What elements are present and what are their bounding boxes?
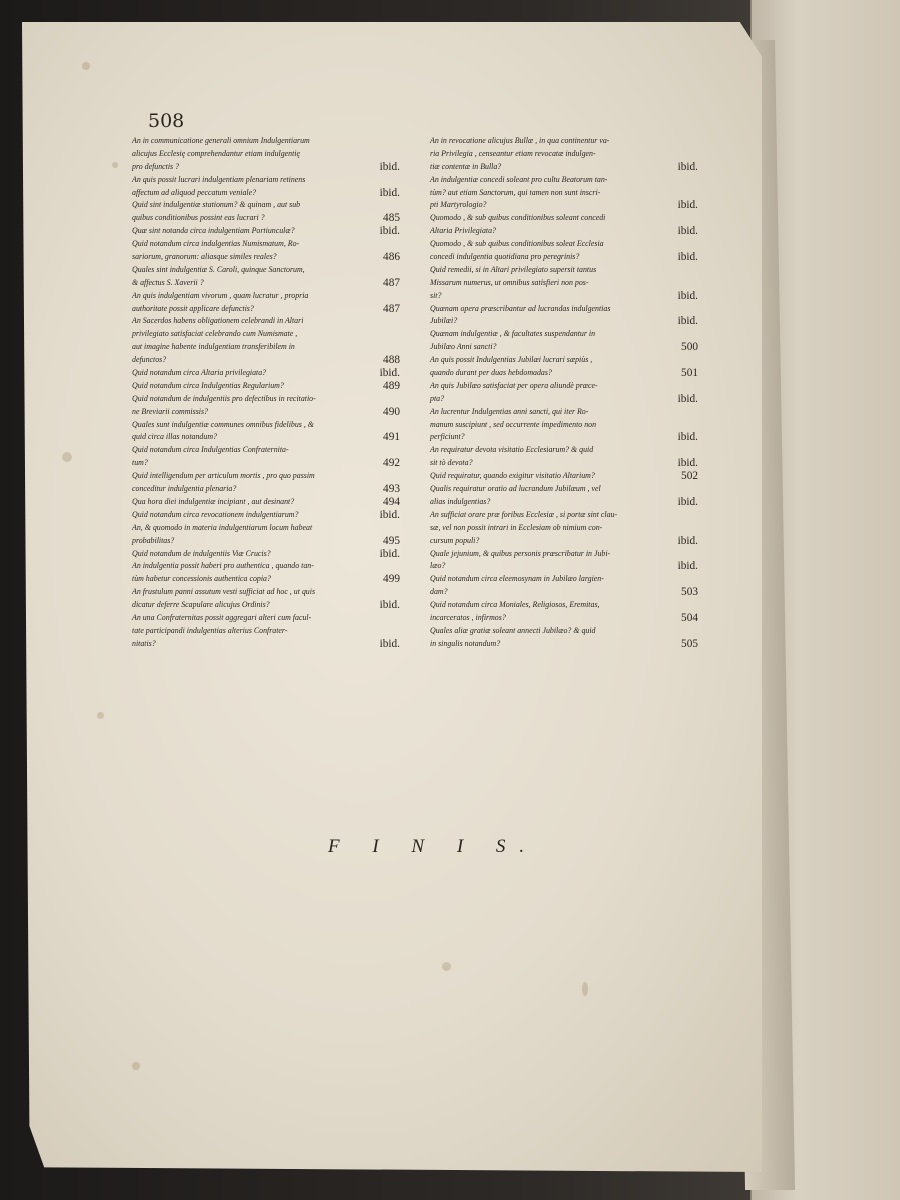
entry-text-line: Quid intelligendum per articulum mortis , pro quo passim (132, 471, 315, 481)
entry-text-line: quid circa illas notandum? (132, 432, 217, 442)
index-entry: Quid notandum circa Indulgentias Regularium? 489 (132, 379, 400, 392)
entry-text-line: Quid notandum circa Moniales, Religiosos, Eremitas, (430, 600, 600, 610)
index-entry: Quales aliæ gratiæ soleant annecti Jubilæo? & quid in singulis notandum? 505 (430, 625, 698, 650)
entry-text-line: Quid notandum circa Indulgentias Regularium? (132, 380, 284, 390)
entry-text-line: tùm? aut etiam Sanctorum, qui tamen non sunt inscri- (430, 187, 601, 197)
entry-text-line: Quales aliæ gratiæ soleant annecti Jubilæo? & quid (430, 625, 596, 635)
index-entry: Quid notandum circa Indulgentias Confraternita- tum? 492 (132, 445, 400, 470)
entry-text-line: tùm habetur concessionis authentica copia? (132, 574, 271, 584)
index-entry: An frustulum panni assutum vesti sufficiat ad hoc , ut quis dicatur deferre Scapulare alicujus Ordinis? ibid. (132, 587, 400, 612)
index-entry: An sufficiat orare præ foribus Ecclesiæ , si portæ sint clau- sæ, vel non possit intrari in Ecclesiam ob nimium con- cursum populi? ibid. (430, 509, 698, 547)
index-entry: Qualis requiratur oratio ad lucrandum Jubilæum , vel alias indulgentias? ibid. (430, 484, 698, 508)
entry-text-line: authoritate possit applicare defunctis? (132, 303, 254, 313)
index-entry: Quid notandum circa Altaria privilegiata? ibid. (132, 367, 400, 380)
entry-text-line: quibus conditionibus possint eas lucrari ? (132, 213, 265, 223)
entry-text-line: Quid remedii, si in Altari privilegiato supersit tantus (430, 264, 597, 274)
index-entry: An quis possit Indulgentias Jubilæi lucrari sæpiùs , quando durant per duas hebdomadas? 501 (430, 355, 698, 380)
stain (582, 982, 588, 996)
entry-text-line: sit? (430, 290, 442, 300)
entry-text-line: Quid requiratur, quando exigitur visitatio Altarium? (430, 471, 595, 481)
index-entry: Quid notandum de indulgentiis Viæ Crucis? ibid. (132, 547, 400, 560)
entry-text-line: Quid notandum de indulgentiis pro defectibus in recitatio- (132, 393, 316, 403)
index-entry: An indulgentiæ concedi soleant pro cultu Beatorum tan- tùm? aut etiam Sanctorum, qui tamen non sunt inscri- pti Martyrologio? ibid. (430, 174, 698, 212)
stain (82, 62, 90, 70)
entry-text-line: probabilitas? (132, 535, 175, 545)
entry-text-line: sariorum, granorum: aliasque similes reales? (132, 252, 277, 262)
entry-text-line: tate participandi indulgentias alterius Confrater- (132, 625, 288, 635)
entry-text-line: An quis Jubilæo satisfaciat per opera aliundè præce- (430, 380, 598, 390)
entry-text-line: Quomodo , & sub quibus conditionibus soleat Ecclesia (430, 239, 604, 249)
entry-text-line: An sufficiat orare præ foribus Ecclesiæ , si portæ sint clau- (430, 509, 618, 519)
stain (442, 962, 451, 971)
entry-text-line: incarceratos , infirmos? (430, 612, 506, 622)
entry-text-line: dicatur deferre Scapulare alicujus Ordinis? (132, 600, 270, 610)
entry-text-line: sit tò devota? (430, 458, 473, 468)
index-column-left (132, 135, 400, 651)
entry-text-line: Quæ sint notanda circa indulgentiam Portiunculæ? (132, 226, 295, 236)
entry-text-line: in singulis notandum? (430, 638, 501, 648)
entry-text-line: An Sacerdos habens obligationem celebrandi in Altari (132, 316, 304, 326)
entry-text-line: conceditur indulgentia plenaria? (132, 484, 237, 494)
entry-text-line: tum? (132, 458, 148, 468)
entry-text-line: Qua hora diei indulgentiæ incipiant , aut desinant? (132, 496, 295, 506)
entry-text-line: perficiunt? (430, 432, 465, 442)
entry-text-line: An in communicatione generali omnium Indulgentiarum (132, 136, 310, 145)
index-entry: Quid sint indulgentiæ stationum? & quinam , aut sub quibus conditionibus possint eas lucrari ? 485 (132, 200, 400, 225)
index-entry: Quid notandum de indulgentiis pro defectibus in recitatio- ne Breviarii commissis? 490 (132, 393, 400, 418)
index-entry: Quid notandum circa revocationem indulgentiarum? ibid. (132, 508, 400, 521)
entry-text-line: Quid notandum circa Indulgentias Confraternita- (132, 445, 289, 455)
entry-text-line: pta? (430, 393, 445, 403)
index-column-right (430, 135, 698, 651)
index-entry: Quid remedii, si in Altari privilegiato supersit tantus Missarum numerus, ut omnibus satisfieri non pos- sit? ibid. (430, 264, 698, 302)
entry-text-line: An quis possit Indulgentias Jubilæi lucrari sæpiùs , (430, 355, 593, 365)
entry-text-line: cursum populi? (430, 535, 480, 545)
index-entry: Quænam indulgentiæ , & facultates suspendantur in Jubilæo Anni sancti? 500 (430, 329, 698, 354)
index-entry: Quales sint indulgentiæ S. Caroli, quinque Sanctorum, & affectus S. Xaverii ? 487 (132, 264, 400, 289)
entry-text-line: An in revocatione alicujus Bullæ , in qua continentur va- (430, 136, 610, 145)
entry-text-line: An, & quomodo in materia indulgentiarum locum habeat (132, 522, 313, 532)
index-entry: Quale jejunium, & quibus personis præscribatur in Jubi- læo? ibid. (430, 548, 698, 573)
entry-text-line: An una Confraternitas possit aggregari alteri cum facul- (132, 612, 312, 622)
entry-text-line: An requiratur devota visitatio Ecclesiarum? & quid (430, 445, 594, 455)
entry-text-line: Quid notandum circa Altaria privilegiata? (132, 368, 267, 378)
stain (132, 1062, 140, 1070)
index-entry: An requiratur devota visitatio Ecclesiarum? & quid sit tò devota? ibid. (430, 445, 698, 470)
index-entry: An Sacerdos habens obligationem celebrandi in Altari privilegiato satisfaciat celebrando cum Numismate , aut imagine habente indulgentiam transferibilem in defunctos? 488 (132, 316, 400, 367)
entry-text-line: Jubilæo Anni sancti? (430, 342, 497, 352)
entry-text-line: Quid notandum de indulgentiis Viæ Crucis? (132, 548, 271, 558)
index-entry: Quomodo , & sub quibus conditionibus soleant concedi Altaria Privilegiata? ibid. (430, 213, 698, 238)
entry-text-line: An quis indulgentiam vivorum , quam lucratur , propria (132, 290, 309, 300)
entry-text-line: Quomodo , & sub quibus conditionibus soleant concedi (430, 213, 606, 223)
entry-text-line: An frustulum panni assutum vesti sufficiat ad hoc , ut quis (132, 587, 316, 597)
entry-text-line: Quænam opera præscribantur ad lucrandas indulgentias (430, 303, 611, 313)
entry-text-line: Quales sunt indulgentiæ communes omnibus fidelibus , & (132, 419, 314, 429)
entry-text-line: Quid notandum circa revocationem indulgentiarum? (132, 509, 299, 519)
entry-text-line: læo? (430, 561, 446, 571)
entry-text-line: Qualis requiratur oratio ad lucrandum Jubilæum , vel (430, 484, 601, 494)
index-entry: An in revocatione alicujus Bullæ , in qua continentur va- ria Privilegia , censeantur etiam revocatæ indulgen- tiæ contentæ in Bulla? ibid. (430, 136, 698, 173)
entry-text-line: sæ, vel non possit intrari in Ecclesiam ob nimium con- (430, 522, 603, 532)
stain (97, 712, 104, 719)
entry-text-line: dam? (430, 587, 448, 597)
page-number: 508 (148, 110, 185, 132)
index-entry: An quis possit lucrari indulgentiam plenariam retinens affectum ad aliquod peccatum veniale? ibid. (132, 174, 400, 199)
entry-text-line: Quænam indulgentiæ , & facultates suspendantur in (430, 329, 596, 339)
entry-text-line: privilegiato satisfaciat celebrando cum Numismate , (132, 329, 298, 339)
entry-text-line: alias indulgentias? (430, 496, 491, 506)
entry-text-line: Quid sint indulgentiæ stationum? & quinam , aut sub (132, 200, 301, 210)
entry-text-line: alicujus Ecclesię comprehendantur etiam indulgentię (132, 148, 300, 158)
entry-text-line: ria Privilegia , censeantur etiam revocatæ indulgen- (430, 148, 596, 158)
entry-text-line: Quid notandum circa eleemosynam in Jubilæo largien- (430, 574, 604, 584)
stain (112, 162, 118, 168)
entry-text-line: Quid notandum circa indulgentias Numismatum, Ro- (132, 239, 300, 249)
entry-text-line: An quis possit lucrari indulgentiam plenariam retinens (132, 174, 306, 184)
entry-text-line: An lucrentur Indulgentias anni sancti, qui iter Ro- (430, 406, 589, 416)
entry-text-line: An indulgentiæ concedi soleant pro cultu Beatorum tan- (430, 174, 608, 184)
index-entry: Quid requiratur, quando exigitur visitatio Altarium? 502 (430, 470, 698, 483)
entry-text-line: nitatis? (132, 638, 156, 648)
index-entry: An lucrentur Indulgentias anni sancti, qui iter Ro- manum suscipiunt , sed occurrente impedimento non perficiunt? ibid. (430, 406, 698, 444)
index-entry: An quis Jubilæo satisfaciat per opera aliundè præce- pta? ibid. (430, 380, 698, 405)
entry-text-line: Missarum numerus, ut omnibus satisfieri non pos- (430, 277, 589, 287)
finis-text: F I N I S. (328, 836, 539, 857)
entry-text-line: defunctos? (132, 355, 167, 365)
stain (62, 452, 72, 462)
index-entry: An una Confraternitas possit aggregari alteri cum facul- tate participandi indulgentias alterius Confrater- nitatis? ibid. (132, 612, 400, 650)
index-entry: Quid notandum circa indulgentias Numismatum, Ro- sariorum, granorum: aliasque similes reales? 486 (132, 239, 400, 264)
index-entry: Quæ sint notanda circa indulgentiam Portiunculæ? ibid. (132, 225, 400, 238)
index-entry: An quis indulgentiam vivorum , quam lucratur , propria authoritate possit applicare defunctis? 487 (132, 290, 400, 315)
index-entry: Quales sunt indulgentiæ communes omnibus fidelibus , & quid circa illas notandum? 491 (132, 419, 400, 444)
entry-text-line: ne Breviarii commissis? (132, 406, 208, 416)
entry-text-line: Quales sint indulgentiæ S. Caroli, quinque Sanctorum, (132, 264, 305, 274)
index-entry: An in communicatione generali omnium Indulgentiarum alicujus Ecclesię comprehendantur etiam indulgentię pro defunctis ? ibid. (132, 136, 400, 173)
index-entry: Quænam opera præscribantur ad lucrandas indulgentias Jubilæi? ibid. (430, 303, 698, 328)
entry-text-line: Quale jejunium, & quibus personis præscribatur in Jubi- (430, 548, 611, 558)
entry-text-line: Jubilæi? (430, 316, 458, 326)
entry-text-line: An indulgentia possit haberi pro authentica , quando tan- (132, 561, 314, 571)
entry-text-line: pro defunctis ? (132, 161, 180, 171)
entry-text-line: pti Martyrologio? (430, 200, 487, 210)
entry-text-line: & affectus S. Xaverii ? (132, 277, 204, 287)
entry-text-line: manum suscipiunt , sed occurrente impedimento non (430, 419, 597, 429)
index-entry: Quid intelligendum per articulum mortis , pro quo passim conceditur indulgentia plenaria? 493 (132, 471, 400, 496)
entry-text-line: concedi indulgentia quotidiana pro peregrinis? (430, 252, 580, 262)
entry-text-line: Altaria Privilegiata? (430, 226, 496, 236)
index-entry: Quomodo , & sub quibus conditionibus soleat Ecclesia concedi indulgentia quotidiana pro peregrinis? ibid. (430, 239, 698, 264)
index-entry: Quid notandum circa Moniales, Religiosos, Eremitas, incarceratos , infirmos? 504 (430, 600, 698, 624)
entry-text-line: quando durant per duas hebdomadas? (430, 368, 552, 378)
entry-text-line: aut imagine habente indulgentiam transferibilem in (132, 342, 295, 352)
entry-text-line: tiæ contentæ in Bulla? (430, 161, 502, 171)
index-entry: Qua hora diei indulgentiæ incipiant , aut desinant? 494 (132, 495, 400, 508)
index-entry: Quid notandum circa eleemosynam in Jubilæo largien- dam? 503 (430, 574, 698, 599)
index-entry: An, & quomodo in materia indulgentiarum locum habeat probabilitas? 495 (132, 522, 400, 547)
index-entry: An indulgentia possit haberi pro authentica , quando tan- tùm habetur concessionis authentica copia? 499 (132, 561, 400, 586)
entry-text-line: affectum ad aliquod peccatum veniale? (132, 187, 257, 197)
